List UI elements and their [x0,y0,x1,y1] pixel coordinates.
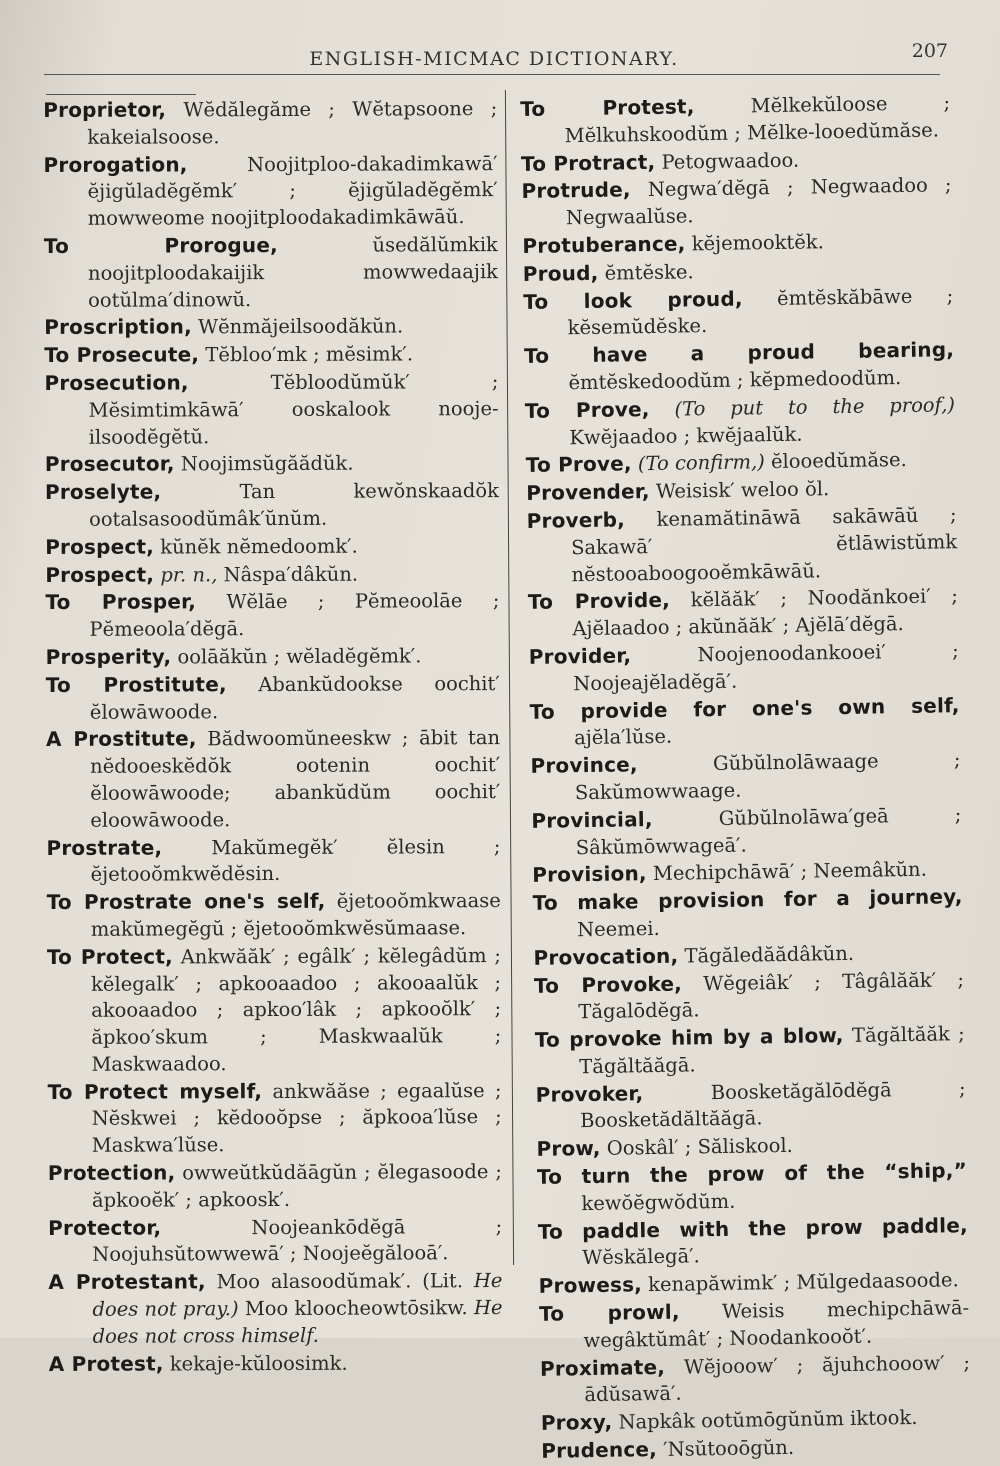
definition: kĕjemooktĕk. [685,230,825,256]
definition: Mĕlkekŭloose ; Mĕlkuhskoodŭm ; Mĕlke-looedŭmăse. [564,91,951,148]
definition: Tan kewŏnskaadŏk ootalsasoodŭmâk′ŭnŭm. [88,479,499,531]
definition: Gŭbŭlnolāwaage ; Sakŭmowwaage. [574,748,961,805]
definition: Makŭmegĕk′ ĕlesin ; ĕjetooŏmkwĕdĕsin. [90,834,501,887]
headword: To Prosper, [45,589,197,615]
definition: Nâspa′dâkŭn. [217,562,359,586]
headword: Provincial, [531,806,653,833]
headword: To prowl, [538,1299,680,1326]
dictionary-entry [521,172,952,233]
definition-italic: He does not cross himself. [92,1296,503,1348]
dictionary-entry [46,724,500,834]
headword: Proud, [522,260,599,286]
definition: Mechipchāwā′ ; Neemâkŭn. [646,858,928,886]
definition: kĕlăăk′ ; Noodănkoei′ ; Ajĕlaadoo ; akŭnăăk′ ; Ajĕlā′dĕgā. [572,584,959,641]
headword: To Protest, [520,94,695,121]
definition: Kwĕjaadoo ; kwĕjaalŭk. [569,422,803,449]
headword: Protector, [48,1215,162,1240]
definition: ĕmtĕskedoodŭm ; kĕpmedoodŭm. [568,366,902,395]
headword: To look proud, [523,286,743,314]
headword: To Prorogue, [43,232,278,258]
definition: Wĕskălegā′. [582,1244,700,1270]
column-divider [505,90,514,1265]
headword: To Prove, [525,451,632,478]
dictionary-entry [531,801,962,862]
definition-italic: (To confirm,) [631,450,766,476]
definition: kenapăwimk′ ; Mŭlgedaasoode. [641,1268,959,1297]
headword: Prosperity, [45,644,172,669]
headword: Prowess, [538,1272,643,1299]
headword: To have a proud bearing, [523,337,955,369]
definition: Tăgăledăădâkŭn. [678,941,855,968]
headword: Provision, [532,861,647,888]
dictionary-entry [529,692,960,753]
dictionary-entry [538,1212,969,1273]
dictionary-entry [43,150,497,233]
definition: Tĕbloodŭmŭk′ ; Mĕsimtimkāwā′ ooskalook nooje-ilsoodĕgĕtŭ. [88,369,499,449]
definition: Noojimsŭgăădŭk. [174,452,354,476]
dictionary-entry [48,1267,502,1350]
column-top-rule [46,94,196,95]
headword: To Prostitute, [45,671,227,697]
dictionary-entry [534,966,965,1027]
dictionary-entry [44,312,498,342]
definition: ′Nsŭtooōgŭn. [656,1435,795,1462]
definition: Wĕnmăjeilsoodăkŭn. [191,314,404,339]
headword: To Prove, [524,396,650,423]
definition: Boosketăgălōdĕgā ; Boosketădăltăăgā. [579,1076,966,1133]
dictionary-entry [45,587,499,644]
definition: Wĕdălegăme ; Wĕtapsoone ; kakeialsoose. [87,97,498,149]
definition: Noojenoodankooei′ ; Noojeajĕladĕgā′. [573,639,959,695]
headword: A Protest, [48,1351,164,1376]
headword: To Prostrate one's self, [46,888,326,915]
headword: Proselyte, [44,479,162,505]
dictionary-entry [530,746,961,807]
dictionary-entry [43,95,497,152]
headword: Protuberance, [522,231,686,258]
headword: Provoker, [535,1080,644,1107]
dictionary-entry [45,532,499,562]
dictionary-entry [532,883,963,944]
dictionary-entry [528,583,959,644]
headword: Prostrate, [46,834,163,860]
definition: Abankŭdookse oochit′ ĕlowāwoode. [89,671,500,724]
definition: Moo alasoodŭmak′. (Lit. [205,1269,464,1294]
dictionary-entry [541,1431,971,1466]
definition: Tĕbloo′mk ; mĕsimk′. [199,342,414,367]
dictionary-entry [46,670,500,727]
definition: ĕjetooŏmkwaase makŭmegĕgŭ ; ĕjetooŏmkwĕsŭmaase. [90,889,501,941]
dictionary-entry [47,942,502,1079]
definition: Weisisk′ weloo ŏl. [649,477,830,504]
dictionary-entry [523,282,954,343]
headword: Proscription, [44,314,192,340]
definition: kewŏĕgwŏdŭm. [581,1189,736,1216]
definition: Wĕjooow′ ; ăjuhchooow′ ; ādŭsawā′. [584,1350,971,1407]
definition: Negwa′dĕgā ; Negwaadoo ; Negwaalŭse. [565,173,952,230]
page-header [40,38,948,68]
headword: Prospect, [45,562,155,587]
definition-italic: He does not pray.) [92,1269,503,1321]
dictionary-entry [48,1158,502,1215]
headword: To Provide, [527,588,671,615]
headword: To turn the prow of the “ship,” [536,1158,968,1189]
headword: Proprietor, [43,97,167,122]
headword: Protection, [47,1160,176,1186]
dictionary-entry [524,336,955,397]
definition: Bădwoomŭneeskw ; ābit tan nĕdooeskĕdŏk ootenin oochit′ ĕloowāwoode; abankŭdŭm oochit′ eloowāwoode. [90,726,501,832]
definition: ajĕla′lŭse. [573,725,673,750]
definition: Noojeankōdĕgā ; Noojuhsŭtowwewā′ ; Noojeĕgălooā′. [92,1214,503,1267]
definition-italic: (To put to the proof,) [649,392,956,421]
headword: To Protect, [46,944,173,969]
headword: Proxy, [540,1409,613,1436]
definition: ankwăăse ; egaalŭse ; Nĕskwei ; kĕdooŏpse ; ăpkooa′lŭse ; Maskwa′lŭse. [91,1078,502,1158]
definition: ĕmtĕskăbāwe ; kĕsemŭdĕske. [567,283,954,340]
definition: Wĕgeiâk′ ; Tâgâlăăk′ ; Tăgalōdĕgā. [578,967,965,1024]
dictionary-entry [45,560,499,590]
headword: Prudence, [541,1437,658,1463]
dictionary-entry [520,89,951,150]
definition: Wĕlāe ; Pĕmeoolāe ; Pĕmeoola′dĕgā. [89,589,500,641]
headword: To paddle with the prow paddle, [537,1212,968,1244]
definition: Tăgăltăăk ; Tăgăltăăgā. [579,1022,965,1079]
definition: kŭnĕk nĕmedoomk′. [153,534,358,559]
definition: kenamătināwā sakāwāŭ ; Sakawā′ ĕtlāwistŭmk nĕstooaboogooĕmkāwāŭ. [570,503,958,586]
right-column [520,89,971,1465]
definition: Noojitploo-dakadimkawā′ ĕjigŭladĕgĕmk′ ; ĕjigŭladĕgĕmk′ mowweome noojitploodakadimkāwāŭ. [87,151,498,230]
headword: To Protect myself, [47,1078,263,1104]
dictionary-entry [44,231,498,314]
headword: To provide for one's own self, [529,692,960,724]
header-rule [44,74,940,75]
dictionary-entry [44,368,498,451]
page-number: 207 [911,40,948,62]
definition: Weisis mechipchāwā-wegâktŭmât′ ; Noodankooŏt′. [583,1296,970,1353]
running-title: ENGLISH-MICMAC DICTIONARY. [309,48,679,70]
dictionary-entry [539,1294,970,1355]
dictionary-entry [540,1349,971,1410]
headword: To Prosecute, [44,342,200,368]
dictionary-entry [535,1020,966,1081]
definition: Petogwaadoo. [655,148,800,174]
dictionary-entry [47,887,501,944]
headword: Prow, [536,1136,601,1162]
definition: Gŭbŭlnolāwa′geā ; Sâkŭmōwwageā′. [575,802,962,859]
headword: To provoke him by a blow, [534,1023,844,1052]
headword: Prosecutor, [44,451,175,477]
headword: To make provision for a journey, [532,884,963,916]
dictionary-entry [48,1213,502,1270]
definition: Neemei. [576,916,660,942]
definition: kekaje-kŭloosimk. [163,1351,348,1376]
definition: ĕmtĕske. [598,260,694,285]
definition: ĕlooedŭmăse. [764,448,907,474]
definition: oolāăkŭn ; wĕladĕgĕmk′. [171,644,422,669]
dictionary-entry [44,340,498,370]
definition: Napkâk ootŭmōgŭnŭm iktook. [612,1406,918,1434]
definition-italic: pr. n., [154,562,218,587]
headword: Prorogation, [43,151,188,177]
dictionary-entry [535,1075,966,1136]
headword: Provocation, [533,943,679,970]
headword: Province, [530,752,638,779]
dictionary-entry [537,1157,968,1218]
definition: owweŭtkŭdăāgŭn ; ĕlegasoode ; ăpkooĕk′ ; apkoosk′. [91,1160,502,1212]
left-column [43,95,503,1378]
headword: Prospect, [45,534,155,559]
headword: To Protract, [520,149,656,176]
headword: Proverb, [526,507,626,533]
headword: Prosecution, [44,370,189,395]
headword: Provender, [526,479,650,506]
headword: Provider, [528,643,632,669]
headword: A Prostitute, [45,726,197,752]
dictionary-entry [47,1077,501,1160]
dictionary-entry [46,833,500,890]
definition: Moo kloocheowtōsikw. [238,1296,468,1321]
dictionary-entry [46,642,500,672]
dictionary-entry [45,477,499,534]
definition: ŭsedălŭmkik noojitploodakaijik mowwedaajik ootŭlma′dinowŭ. [87,232,499,312]
dictionary-entry [529,637,960,698]
headword: Protrude, [521,177,631,204]
headword: A Protestant, [48,1269,206,1295]
headword: Proximate, [539,1354,666,1381]
headword: To Provoke, [533,971,683,998]
dictionary-entry [525,391,956,452]
dictionary-entry [49,1349,503,1379]
definition: Ooskâl′ ; Săliskool. [600,1134,793,1161]
dictionary-entry [45,449,499,479]
definition: Ankwăăk′ ; egâlk′ ; kĕlegâdŭm ; kĕlegalk′ ; apkooaadoo ; akooaalŭk ; akooaadoo ; apkoo′lâk ; apkooŏlk′ ; ăpkoo′skum ; Maskwaalŭk ; Maskwaadoo. [91,943,502,1076]
dictionary-entry [526,501,957,589]
